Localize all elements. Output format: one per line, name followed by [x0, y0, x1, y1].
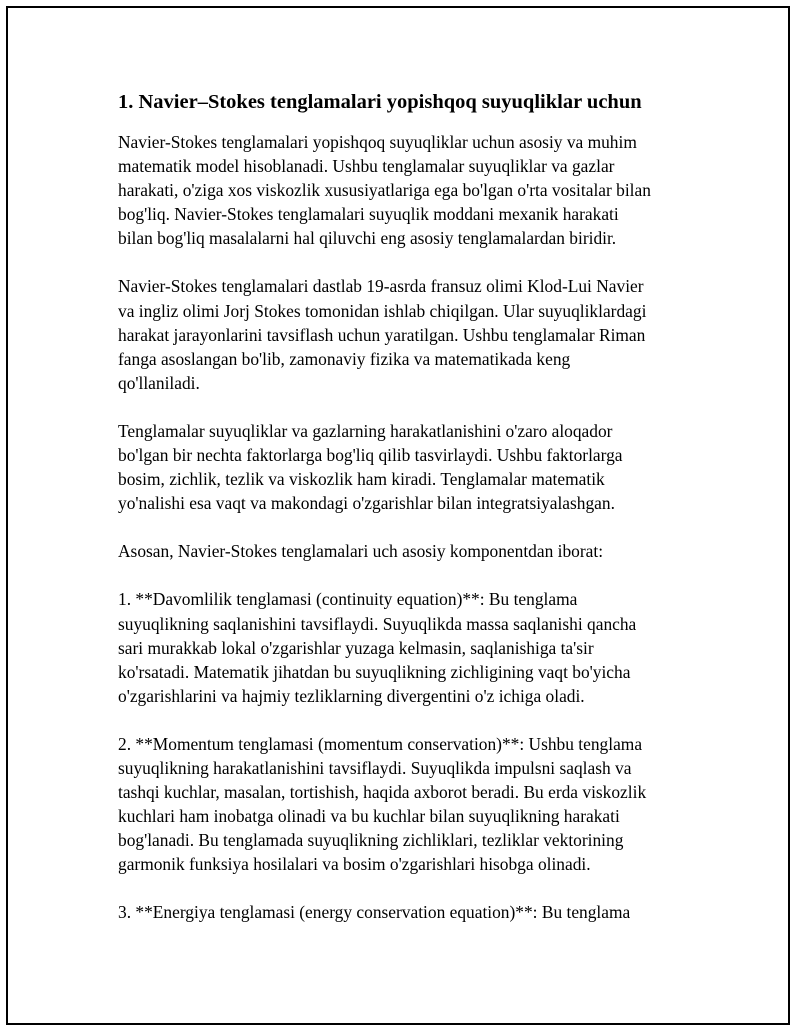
paragraph-energy	[118, 900, 698, 924]
text-line: qo'llaniladi.	[118, 372, 200, 393]
text-line: suyuqlikning harakatlanishini tavsiflaydi. Suyuqlikda impulsni saqlash va	[118, 757, 632, 778]
paragraph-history	[118, 274, 698, 394]
text-line: bilan bog'liq masalalarni hal qiluvchi eng asosiy tenglamalardan biridir.	[118, 228, 617, 249]
text-line: bog'lanadi. Bu tenglamada suyuqlikning zichliklari, tezliklar vektorining	[118, 830, 624, 851]
section-title: 1. Navier–Stokes tenglamalari yopishqoq suyuqliklar uchun	[118, 91, 642, 113]
text-line: ko'rsatadi. Matematik jihatdan bu suyuqlikning zichligining vaqt bo'yicha	[118, 661, 631, 682]
text-line: sari murakkab lokal o'zgarishlar yuzaga kelmasin, saqlanishiga ta'sir	[118, 637, 594, 658]
paragraph-factors	[118, 419, 698, 515]
text-line: 3. **Energiya tenglamasi (energy conservation equation)**: Bu tenglama	[118, 902, 631, 923]
text-line: harakati, o'ziga xos viskozlik xususiyatlariga ega bo'lgan o'rta vositalar bilan	[118, 180, 651, 201]
text-line: harakat jarayonlarini tavsiflash uchun yaratilgan. Ushbu tenglamalar Riman	[118, 324, 646, 345]
text-line: tashqi kuchlar, masalan, tortishish, haqida axborot beradi. Bu erda viskozlik	[118, 782, 647, 803]
text-line: Asosan, Navier-Stokes tenglamalari uch asosiy komponentdan iborat:	[118, 541, 604, 562]
text-line: bog'liq. Navier-Stokes tenglamalari suyuqlik moddani mexanik harakati	[118, 204, 619, 225]
text-line: Navier-Stokes tenglamalari dastlab 19-asrda fransuz olimi Klod-Lui Navier	[118, 276, 644, 297]
text-line: va ingliz olimi Jorj Stokes tomonidan ishlab chiqilgan. Ular suyuqliklardagi	[118, 300, 647, 321]
text-line: suyuqlikning saqlanishini tavsiflaydi. Suyuqlikda massa saqlanishi qancha	[118, 613, 637, 634]
text-line: yo'nalishi esa vaqt va makondagi o'zgarishlar bilan integratsiyalashgan.	[118, 493, 615, 514]
paragraph-components-intro	[118, 539, 698, 563]
text-line: kuchlari ham inobatga olinadi va bu kuchlar bilan suyuqlikning harakati	[118, 806, 620, 827]
paragraph-intro	[118, 130, 698, 250]
text-line: bo'lgan bir nechta faktorlarga bog'liq qilib tasvirlaydi. Ushbu faktorlarga	[118, 445, 623, 466]
paragraph-momentum	[118, 732, 698, 877]
document-body	[118, 88, 698, 949]
text-line: bosim, zichlik, tezlik va viskozlik ham kiradi. Tenglamalar matematik	[118, 469, 605, 490]
text-line: matematik model hisoblanadi. Ushbu tenglamalar suyuqliklar va gazlar	[118, 156, 615, 177]
text-line: Navier-Stokes tenglamalari yopishqoq suyuqliklar uchun asosiy va muhim	[118, 132, 637, 152]
text-line: 2. **Momentum tenglamasi (momentum conservation)**: Ushbu tenglama	[118, 733, 643, 754]
text-line: fanga asoslangan bo'lib, zamonaviy fizika va matematikada keng	[118, 348, 571, 369]
text-line: garmonik funksiya hosilalari va bosim o'zgarishlari hisobga olinadi.	[118, 854, 591, 875]
text-line: 1. **Davomlilik tenglamasi (continuity equation)**: Bu tenglama	[118, 589, 578, 610]
paragraph-continuity	[118, 587, 698, 707]
text-line: o'zgarishlarini va hajmiy tezliklarning divergentini o'z ichiga oladi.	[118, 685, 585, 706]
text-line: Tenglamalar suyuqliklar va gazlarning harakatlanishini o'zaro aloqador	[118, 420, 613, 441]
